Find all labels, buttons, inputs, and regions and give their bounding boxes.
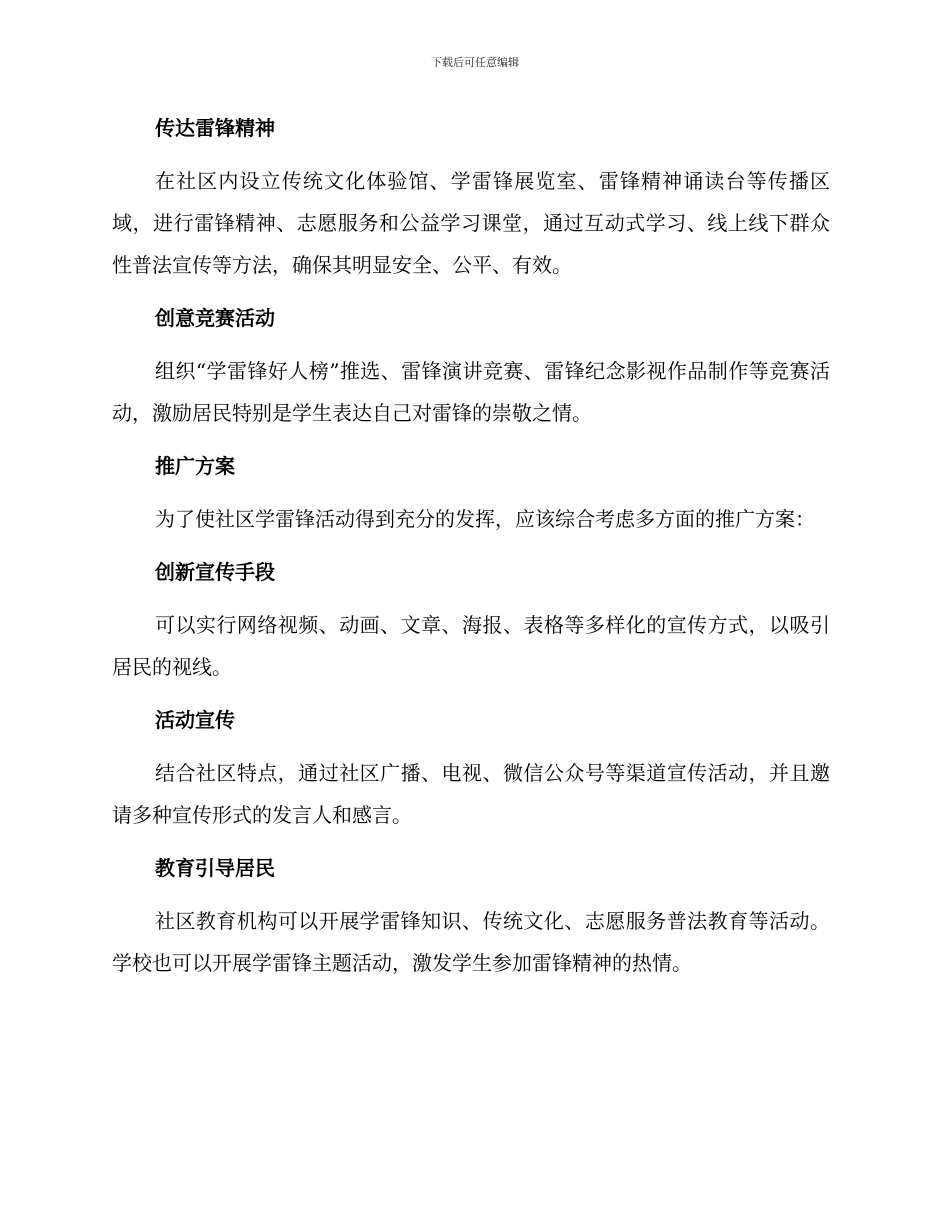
section-paragraph: 结合社区特点，通过社区广播、电视、微信公众号等渠道宣传活动，并且邀请多种宣传形式的发言人和感言。 xyxy=(112,761,830,827)
section-heading: 创新宣传手段 xyxy=(155,560,275,584)
section-heading: 创意竞赛活动 xyxy=(155,306,275,330)
header-note: 下载后可任意编辑 xyxy=(431,56,519,69)
section-paragraph: 在社区内设立传统文化体验馆、学雷锋展览室、雷锋精神诵读台等传播区域，进行雷锋精神、志愿服务和公益学习课堂，通过互动式学习、线上线下群众性普法宣传等方法，确保其明显安全、公平、有效。 xyxy=(112,169,830,277)
section-heading: 活动宣传 xyxy=(155,708,235,732)
section-paragraph: 组织“学雷锋好人榜”推选、雷锋演讲竞赛、雷锋纪念影视作品制作等竞赛活动，激励居民特别是学生表达自己对雷锋的崇敬之情。 xyxy=(112,359,830,425)
section-heading: 推广方案 xyxy=(155,454,235,478)
section-paragraph: 为了使社区学雷锋活动得到充分的发挥，应该综合考虑多方面的推广方案： xyxy=(155,507,815,531)
section-heading: 传达雷锋精神 xyxy=(155,116,275,140)
section-heading: 教育引导居民 xyxy=(155,856,275,880)
section-paragraph: 社区教育机构可以开展学雷锋知识、传统文化、志愿服务普法教育等活动。学校也可以开展学雷锋主题活动，激发学生参加雷锋精神的热情。 xyxy=(112,909,830,975)
section-paragraph: 可以实行网络视频、动画、文章、海报、表格等多样化的宣传方式，以吸引居民的视线。 xyxy=(112,613,830,679)
document-body xyxy=(112,108,830,996)
